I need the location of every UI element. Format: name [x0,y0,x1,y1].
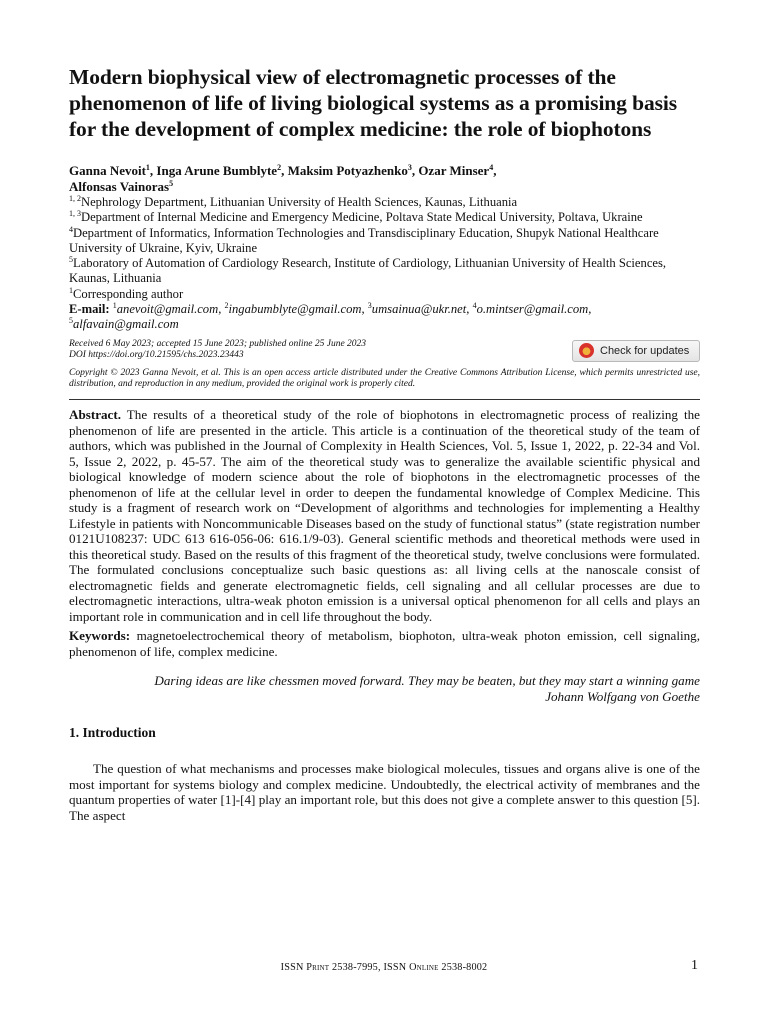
intro-paragraph: The question of what mechanisms and processes make biological molecules, tissues and organs alive is one of the most important for systems biology and complex medicine. Undoubtedly, the electrical activity of membranes and the quantum properties of water [1]-[4] play an important role, but this does not give a complete answer to this question [5]. The aspect [69,761,700,823]
abstract-label: Abstract. [69,407,121,423]
epigraph-author: Johann Wolfgang von Goethe [545,689,700,705]
author: Ozar Minser$^4$ [418,163,494,178]
keywords [69,628,700,659]
author: Alfonsas Vainoras$^5$ [69,179,174,194]
copyright-notice: Copyright © 2023 Ganna Nevoit, et al. This is an open access article distributed under the Creative Commons Attribution License, which permits unrestricted use, distribution, and reproduction in any medium, provided the original work is properly cited. [69,367,700,390]
check-for-updates-button[interactable] [572,340,700,362]
email-link[interactable]: alfavain@gmail.com [73,317,179,332]
received-dates: Received 6 May 2023; accepted 15 June 2023; published online 25 June 2023 [69,338,367,349]
doi-link[interactable]: DOI https://doi.org/10.21595/chs.2023.23443 [69,350,244,361]
publication-meta [69,339,700,363]
page-footer: ISSN Print 2538-7995, ISSN Online 2538-8002 [280,962,488,973]
abstract [69,407,700,624]
affiliation: $^{1, 2}$Nephrology Department, Lithuanian University of Health Sciences, Kaunas, Lithuania [69,194,518,209]
author-list: Ganna Nevoit$^1$, Inga Arune Bumblyte$^2$, Maksim Potyazhenko$^3$, Ozar Minser$^4$, Alfonsas Vainoras$^5$ [69,163,497,194]
paper-page [69,64,700,823]
abstract-text: The results of a theoretical study of the role of biophotons in electromagnetic process of realizing the phenomenon of life are presented in the article. This article is a continuation of the theoretical study of the team of authors, which was published in the Journal of Complexity in Health Sciences, Vol. 5, Issue 1, 2022, p. 22-34 and Vol. 5, Issue 2, 2022, p. 45-57. The aim of the theoretical study was to generalize the available scientific physical and biological knowledge of modern science about the role of biophotons in the electromagnetic processes of the phenomenon of life at the cellular level in order to deepen the fundamental knowledge of Complex Medicine. This study is a fragment of research work on “Development of algorithms and technologies for implementing a Healthy Lifestyle in patients with Noncommunicable Diseases based on the study of functional status” (state registration number 0121U108237: UDC 613 616-056-06: 616.1/9-03). General scientific methods and theoretical methods were used in this theoretical study. Based on the results of this fragment of the theoretical study, twelve conclusions were formulated. The formulated conclusions conceptualize such basic questions as: all living cells at the nanoscale consist of electromagnetic fields and generate electromagnetic fields, cell signaling and all cellular processes are due to electromagnetic interactions, ultra-weak photon emission is a universal optical phenomenon for all cells and plays an important role in communication and in cell life throughout the body. [69,407,700,624]
author: Maksim Potyazhenko$^3$ [287,163,412,178]
section-heading: 1. Introduction [69,725,156,741]
paper-title: Modern biophysical view of electromagnetic processes of the phenomenon of life of living biological systems as a promising basis for the development of complex medicine: the role of biophotons [69,65,678,141]
email-label: E-mail: [69,302,110,317]
epigraph-quote: Daring ideas are like chessmen moved forward. They may be beaten, but they may start a winning game [154,673,700,689]
email-list: E-mail: $^1$anevoit@gmail.com, $^2$ingabumblyte@gmail.com, $^3$umsainua@ukr.net, $^4$o.mintser@gmail.com, $^5$alfavain@gmail.com [69,301,592,332]
author: Inga Arune Bumblyte$^2$ [156,163,282,178]
email-link[interactable]: umsainua@ukr.net [371,302,467,317]
corresponding-author-note: $^1$Corresponding author [69,285,184,301]
check-for-updates-label: Check for updates [600,344,690,357]
epigraph [69,673,700,705]
keywords-label: Keywords: [69,628,131,644]
author: Ganna Nevoit$^1$ [69,163,150,178]
affiliation: $^5$Laboratory of Automation of Cardiology Research, Institute of Cardiology, Lithuanian University of Health Sciences, Kaunas, Lithuania [69,255,667,286]
affiliation: $^4$Department of Informatics, Information Technologies and Transdisciplinary Education, Shupyk National Healthcare University of Ukraine, Kyiv, Ukraine [69,224,659,255]
divider [69,399,700,400]
affiliation: $^{1, 3}$Department of Internal Medicine and Emergency Medicine, Poltava State Medical University, Poltava, Ukraine [69,209,643,225]
keywords-text: magnetoelectrochemical theory of metabolism, biophoton, ultra-weak photon emission, cell signaling, phenomenon of life, complex medicine. [69,628,700,659]
page-number: 1 [691,958,698,973]
email-link[interactable]: anevoit@gmail.com [116,302,219,317]
email-link[interactable]: ingabumblyte@gmail.com [228,302,362,317]
crossmark-icon [579,343,594,358]
email-link[interactable]: o.mintser@gmail.com [476,302,589,317]
